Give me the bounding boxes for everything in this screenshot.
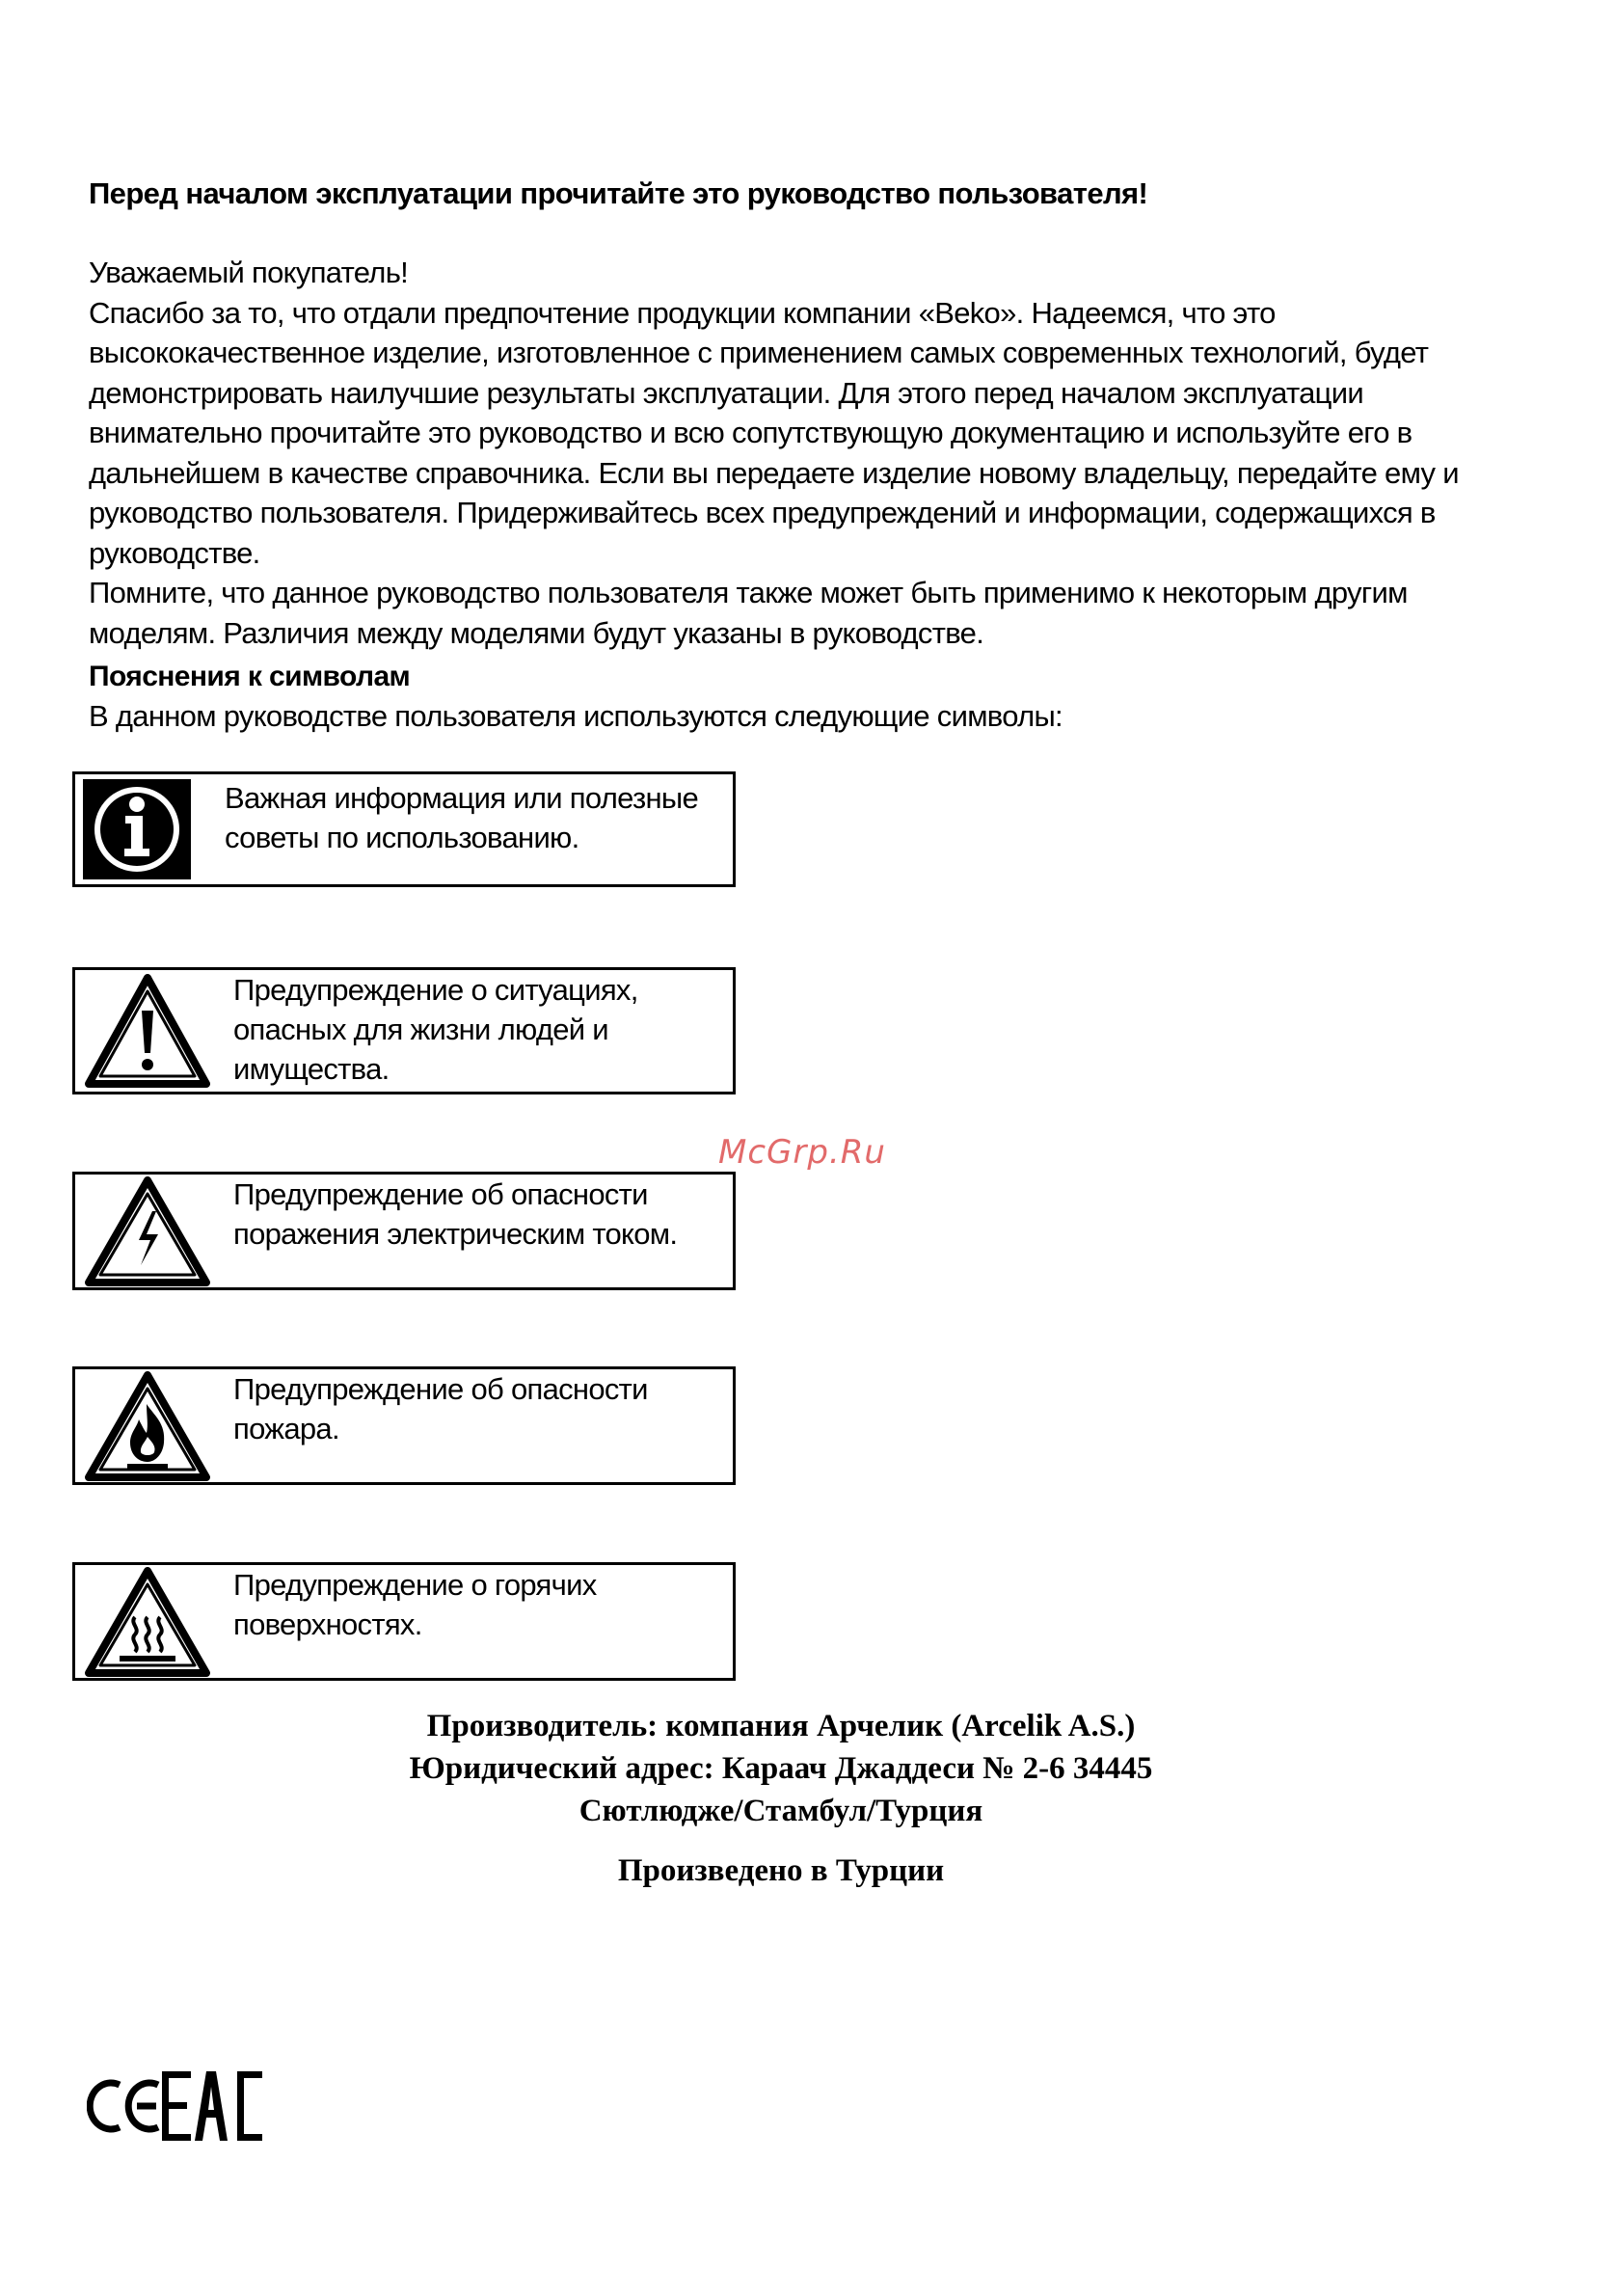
warning-exclamation-icon <box>85 974 210 1090</box>
symbol-hot-surface-box <box>72 1562 736 1681</box>
intro-paragraph: Спасибо за то, что отдали предпочтение продукции компании «Beko». Надеемся, что это высококачественное изделие, изготовленное с применением самых современных технологий, будет демонстрировать наилучшие результаты эксплуатации. Для этого перед началом эксплуатации внимательно прочитайте это руководство и всю сопутствующую документацию и используйте его в дальнейшем в качестве справочника. Если вы передаете изделие новому владельцу, передайте ему и руководство пользователя. Придерживайтесь всех предупреждений и информации, содержащихся в руководстве. <box>89 295 1459 570</box>
symbol-electric-box <box>72 1172 736 1290</box>
models-note: Помните, что данное руководство пользователя также может быть применимо к некоторым другим моделям. Различия между моделями будут указаны в руководстве. <box>89 576 1408 650</box>
manufacturer-city: Сютлюдже/Стамбул/Турция <box>578 1794 983 1828</box>
hot-surface-warning-icon <box>85 1567 210 1679</box>
info-icon <box>83 779 191 879</box>
eac-mark-icon <box>162 2071 262 2141</box>
symbol-electric-text: Предупреждение об опасности поражения электрическим током. <box>233 1177 678 1251</box>
symbol-warning-box <box>72 967 736 1094</box>
watermark: McGrp.Ru <box>718 1133 886 1172</box>
symbols-heading: Пояснения к символам <box>89 661 411 692</box>
certification-marks <box>87 2064 280 2141</box>
symbol-info-text: Важная информация или полезные советы по использованию. <box>225 781 699 854</box>
made-in-turkey: Произведено в Турции <box>617 1853 945 1888</box>
manufacturer-line-1: Производитель: компания Арчелик (Arcelik A.S.) <box>426 1709 1136 1743</box>
greeting: Уважаемый покупатель! <box>89 256 409 289</box>
symbol-hot-surface-text: Предупреждение о горячих поверхностях. <box>233 1568 597 1641</box>
symbol-info-box <box>72 771 736 887</box>
symbol-warning-text: Предупреждение о ситуациях, опасных для жизни людей и имущества. <box>233 973 638 1086</box>
manufacturer-address: Юридический адрес: Карaач Джаддеси № 2-6 34445 <box>409 1751 1153 1786</box>
page-heading: Перед началом эксплуатации прочитайте это руководство пользователя! <box>89 176 1148 210</box>
intro-text <box>89 253 1516 653</box>
ce-mark-icon <box>90 2083 158 2129</box>
symbols-intro: В данном руководстве пользователя используются следующие символы: <box>89 699 1063 733</box>
fire-warning-icon <box>85 1371 210 1483</box>
symbol-fire-text: Предупреждение об опасности пожара. <box>233 1372 648 1445</box>
symbol-fire-box <box>72 1366 736 1485</box>
electric-shock-warning-icon <box>85 1176 210 1288</box>
